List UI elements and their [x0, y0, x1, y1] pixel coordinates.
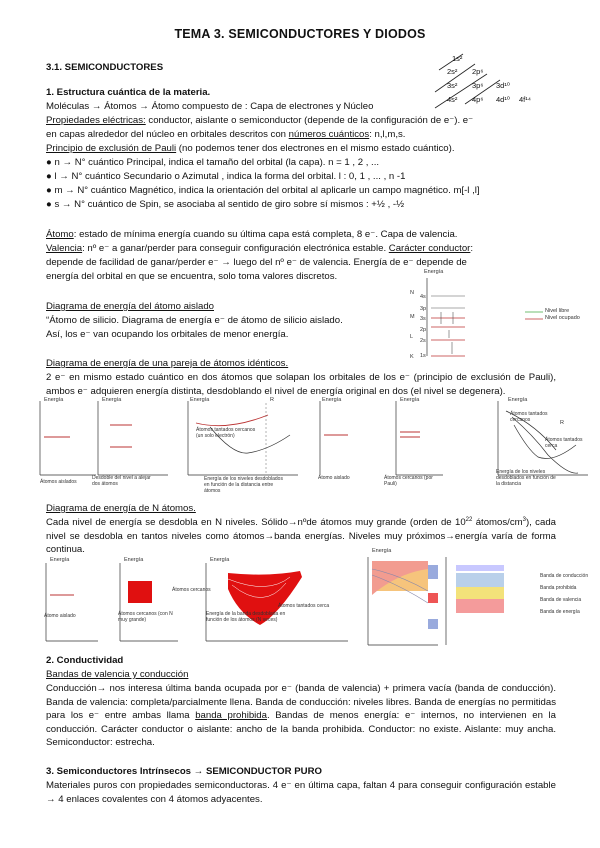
valence-text: : nº e⁻ a ganar/perder para conseguir configuración electrónica estable. [82, 243, 389, 254]
properties-line [46, 114, 556, 128]
fig3d-band-conduction: Banda de conducción [540, 573, 589, 579]
fig1-shell-k: K [410, 354, 414, 360]
fig2b-caption: Desdoble del nivel a alejar dos átomos [92, 475, 151, 487]
fig1-level-lines [415, 278, 575, 368]
bullet-s: ● s → N° cuántico de Spin, se asociaba al sentido de giro sobre sí mismos : +½ , -½ [46, 199, 405, 210]
molecules-line: Moléculas → Átomos → Átomo compuesto de : Capa de electrones y Núcleo [46, 101, 374, 112]
section-2-heading: 2. Conductividad [46, 655, 124, 666]
fig1-level-2s: 2s [420, 338, 426, 344]
bands-subheading: Bandas de valencia y conducción [46, 669, 189, 680]
bands-text-a: Conducción→ nos interesa última banda ocupada por e⁻ (banda de valencia) + primera vacía (banda de conducción). Banda de valencia: completa/parcialmente llena. Banda de conducción: niveles libres. Banda de energías no permitidas para los e⁻ entre ambas llama [46, 683, 556, 722]
fig3a-energy-label: Energía [50, 557, 70, 563]
fig3a-caption: Átomo aislado [44, 613, 76, 619]
fig2f-energy-label: Energía [508, 397, 528, 403]
n-atoms-text-a: Cada nivel de energía se desdobla en N niveles. Sólido→nºde átomos muy grande (orden de 10 [46, 517, 466, 528]
fig1-level-3p: 3p [420, 306, 427, 312]
isolated-atom-l1: “Átomo de silicio. Diagrama de energía e⁻ de átomo de silicio aislado. [46, 315, 343, 326]
conductor-colon: : [470, 243, 474, 254]
orbital-4f: 4f¹⁴ [519, 95, 531, 104]
pauli-label: Principio de exclusión de Pauli [46, 143, 177, 154]
atom-pair-paragraph: 2 e⁻ en mismo estado cuántico en dos átomos que solapan los orbitales de los e⁻ (principio de exclusión de Pauli), ambos e⁻ adquieren energía distinta, desdoblando el nivel de energía original en dos (el nivel se degenera). [46, 372, 556, 397]
bullet-m: ● m → N° cuántico Magnético, indica la orientación del orbital al aplicarle un campo magnético. m[-l ,l] [46, 185, 480, 196]
orbital-3p: 3p⁶ [472, 81, 484, 90]
fig3c-caption-c: Energía de la banda desdoblada en función de los átomos (N veces) [206, 611, 286, 623]
orbital-2s: 2s² [447, 67, 458, 76]
n-atoms-text-c: ), cada nivel se desdobla en tantos niveles como átomos→banda energías. Niveles muy próximos→energía varía de forma continua. [46, 517, 556, 556]
section-3-1-heading: 3.1. SEMICONDUCTORES [46, 62, 164, 73]
fig2f-caption-b: Energía de los niveles desdoblados en función de la distancia [496, 469, 556, 487]
fig1-level-4s: 4s [420, 294, 426, 300]
orbital-4d: 4d¹⁰ [496, 95, 510, 104]
valence-label: Valencia [46, 243, 83, 254]
n-atoms-paragraph [46, 516, 556, 557]
section-3-heading: 3. Semiconductores Intrínsecos → SEMICONDUCTOR PURO [46, 766, 322, 777]
bands-text-b: . Bandas de menos energía: e⁻ internos, no intervienen en la conducción. Carácter conductor o aislante: ancho de la banda prohibida. Conductor: no existe. Aislante: muy ancha. Semiconductor: estrecha. [46, 710, 556, 749]
pauli-line [46, 142, 556, 156]
fig1-shell-m: M [410, 314, 415, 320]
orbitals-text: en capas alrededor del núcleo en orbitales descritos con [46, 129, 289, 140]
fig2c-caption-b: Energía de los niveles desdoblados en función de la distancia entre átomos [204, 476, 283, 494]
fig1-energy-label: Energía [424, 269, 444, 275]
atom-paragraph-l1 [46, 228, 556, 242]
fig2f-caption-a: Átomos tantados cercanos [510, 411, 548, 423]
n-atoms-sup-1: 22 [465, 516, 473, 523]
fig3d-energy-label: Energía [372, 548, 392, 554]
fig2a-caption: Átomos aislados [40, 479, 77, 485]
fig3d-band-energy: Banda de energía [540, 609, 580, 615]
orbital-2p: 2p⁶ [472, 67, 484, 76]
fig2f-r-label: R [560, 420, 564, 426]
fig2b-energy-label: Energía [102, 397, 122, 403]
fig3c-caption-b: Átomos tantados cerca [278, 603, 330, 609]
fig1-legend-free: Nivel libre [545, 308, 570, 314]
fig1-level-1s: 1s [420, 353, 426, 359]
atom-paragraph-l2 [46, 242, 556, 256]
section-1-heading: 1. Estructura cuántica de la materia. [46, 87, 211, 98]
fig3d-band-valence: Banda de valencia [540, 597, 582, 603]
quantum-numbers-text: : n,l,m,s. [369, 129, 406, 140]
atom-pair-heading: Diagrama de energía de una pareja de átomos idénticos. [46, 358, 289, 369]
fig2c-energy-label: Energía [190, 397, 210, 403]
bands-paragraph [46, 682, 556, 750]
atom-paragraph-l3: depende de facilidad de ganar/perder e⁻ → luego del nº e⁻ de valencia. Energía de e⁻ depende de [46, 257, 467, 268]
orbital-3d: 3d¹⁰ [496, 81, 510, 90]
orbital-1s: 1s² [452, 54, 463, 63]
atom-text: : estado de mínima energía cuando su última capa está completa, 8 e⁻. Capa de valencia. [73, 229, 458, 240]
fig3d-band-forbidden: Banda prohibida [540, 585, 577, 591]
isolated-atom-heading: Diagrama de energía del átomo aislado [46, 301, 214, 312]
intrinsic-paragraph: Materiales puros con propiedades semiconductoras. 4 e⁻ en última capa, faltan 4 para conseguir configuración estable → 4 enlaces covalentes con 4 átomos adyacentes. [46, 780, 556, 805]
fig1-legend-occupied: Nivel ocupado [545, 315, 580, 321]
fig3b-energy-label: Energía [124, 557, 144, 563]
isolated-atom-l2: Así, los e⁻ van ocupando los orbitales de menor energía. [46, 329, 289, 340]
bullet-l: ● l → N° cuántico Secundario o Azimutal , indica la forma del orbital. l : 0, 1 , ... , n -1 [46, 171, 406, 182]
pauli-text: (no podemos tener dos electrones en el mismo estado cuántico). [176, 143, 455, 154]
fig2a-energy-label: Energía [44, 397, 64, 403]
n-atoms-text-b: átomos/cm [472, 517, 523, 528]
orbital-4p: 4p⁶ [472, 95, 484, 104]
orbitals-line [46, 128, 556, 142]
fig2d-caption: Átomo aislado [318, 475, 350, 481]
fig2e-energy-label: Energía [400, 397, 420, 403]
quantum-numbers-label: números cuánticos [288, 129, 370, 140]
properties-label: Propiedades eléctricas: [46, 115, 146, 126]
fig2c-caption-a: Átomos tantados cercanos (un solo electrón) [196, 427, 256, 439]
atom-paragraph-l4: energía del orbital en que se encuentra, solo toma valores discretos. [46, 271, 338, 282]
fig2f-caption-c: Átomos tantados cerca [545, 437, 583, 449]
n-atoms-heading: Diagrama de energía de N átomos. [46, 503, 196, 514]
properties-text: conductor, aislante o semiconductor (depende de la configuración de e⁻). e⁻ [145, 115, 474, 126]
orbital-4s: 4s² [447, 95, 458, 104]
fig2c-r-label: R [270, 397, 274, 403]
bullet-n: ● n → N° cuántico Principal, indica el tamaño del orbital (la capa). n = 1 , 2 , ... [46, 157, 380, 168]
fig1-shell-n: N [410, 290, 414, 296]
fig3c-energy-label: Energía [210, 557, 230, 563]
fig1-level-2p: 2p [420, 327, 427, 333]
fig2d-energy-label: Energía [322, 397, 342, 403]
page-title: TEMA 3. SEMICONDUCTORES Y DIODOS [174, 27, 426, 41]
n-atoms-sup-2: 3 [522, 516, 526, 523]
fig1-shell-l: L [410, 334, 414, 340]
fig2e-caption: Átomos cercanos (por Pauli) [384, 475, 433, 487]
orbital-3s: 3s² [447, 81, 458, 90]
fig3c-caption-a: Átomos cercanos [172, 587, 211, 593]
forbidden-band-label: banda prohibida [195, 710, 267, 722]
conductor-label: Carácter conductor [388, 243, 471, 254]
atom-label: Átomo [46, 229, 74, 240]
fig3b-caption: Átomos cercanos (con N muy grande) [118, 611, 173, 623]
fig1-level-3s: 3s [420, 316, 426, 322]
